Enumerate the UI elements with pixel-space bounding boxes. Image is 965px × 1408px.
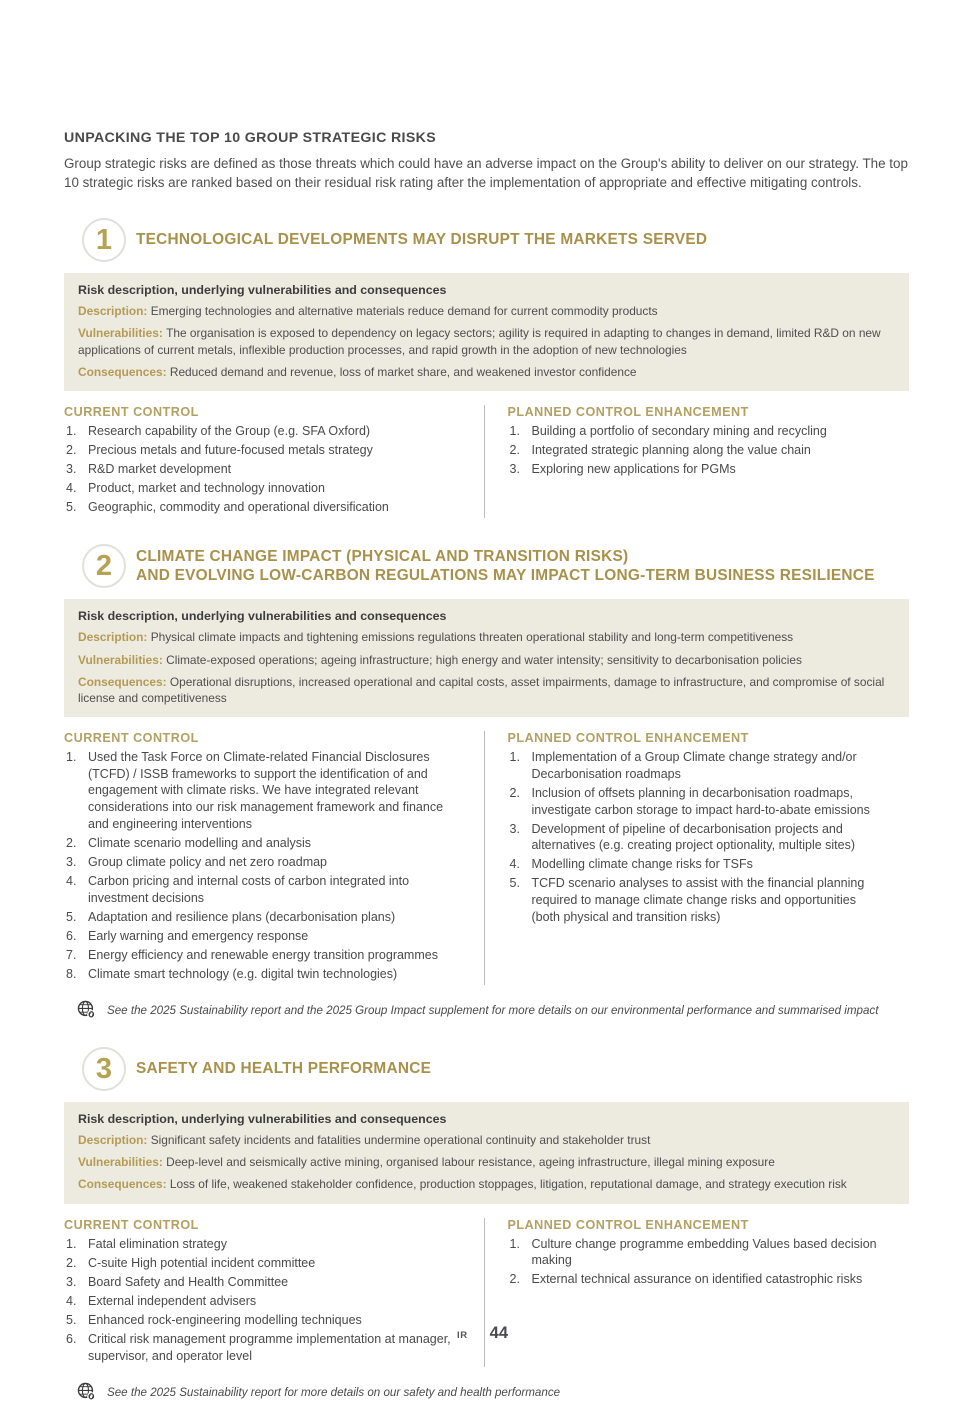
risk-header: [82, 544, 909, 588]
planned-control-list: [507, 1236, 887, 1288]
planned-control-column: [485, 731, 909, 985]
list-item: Implementation of a Group Climate change strategy and/or Decarbonisation roadmaps: [531, 750, 857, 781]
risk-title-line: AND EVOLVING LOW-CARBON REGULATIONS MAY IMPACT LONG-TERM BUSINESS RESILIENCE: [136, 567, 875, 585]
current-control-title: CURRENT CONTROL: [64, 1217, 199, 1232]
risk-description-heading: Risk description, underlying vulnerabilities and consequences: [78, 283, 447, 298]
risk-footnote: [76, 1383, 909, 1403]
risk-block-3: [64, 1047, 909, 1403]
list-item: Building a portfolio of secondary mining and recycling: [531, 424, 827, 438]
list-item: Product, market and technology innovation: [88, 481, 325, 496]
list-item: Exploring new applications for PGMs: [531, 462, 736, 477]
planned-control-column: [485, 405, 909, 518]
planned-control-list: [507, 749, 887, 925]
list-item: Adaptation and resilience plans (decarbonisation plans): [88, 909, 396, 924]
list-item: Fatal elimination strategy: [88, 1236, 227, 1251]
risk-description-label: Description:: [78, 1133, 151, 1147]
risk-consequences-text: Loss of life, weakened stakeholder confidence, production stoppages, litigation, reputational damage, and strategy execution risk: [169, 1177, 847, 1192]
risk-footnote-text: See the 2025 Sustainability report and the 2025 Group Impact supplement for more details on our environmental performance and summarised impact: [107, 1004, 879, 1017]
globe-link-icon: [76, 999, 98, 1021]
risk-title-line: SAFETY AND HEALTH PERFORMANCE: [136, 1060, 432, 1078]
list-item: Development of pipeline of decarbonisation projects and alternatives (e.g. creating project optionality, multiple sites): [531, 821, 856, 853]
risk-consequences-row: [78, 364, 895, 380]
current-control-column: [64, 731, 484, 985]
risk-title-line: TECHNOLOGICAL DEVELOPMENTS MAY DISRUPT THE MARKETS SERVED: [136, 231, 708, 249]
list-item: Geographic, commodity and operational diversification: [88, 500, 389, 515]
list-item: Research capability of the Group (e.g. SFA Oxford): [88, 424, 371, 438]
list-item: Climate smart technology (e.g. digital twin technologies): [88, 966, 398, 981]
risk-consequences-row: [78, 674, 895, 706]
list-item: TCFD scenario analyses to assist with the financial planning required to manage climate change risks and opportunities (both physical and transition risks): [531, 876, 865, 924]
risks-container: [64, 218, 909, 1403]
risk-vulnerabilities-row: [78, 1154, 895, 1170]
risk-number-badge: 2: [82, 544, 126, 588]
risk-consequences-label: Consequences:: [78, 674, 170, 689]
risk-footnote-text: See the 2025 Sustainability report for more details on our safety and health performance: [107, 1385, 561, 1399]
risk-vulnerabilities-label: Vulnerabilities:: [78, 326, 167, 341]
list-item: R&D market development: [88, 462, 232, 477]
current-control-column: [64, 405, 484, 518]
intro-paragraph: Group strategic risks are defined as those threats which could have an adverse impact on the Group's ability to deliver on our strategy. The top 10 strategic risks are ranked based on their residual risk rating after the implementation of appropriate and effective mitigating controls.: [64, 156, 908, 190]
risk-consequences-text: Reduced demand and revenue, loss of market share, and weakened investor confidence: [169, 364, 637, 379]
list-item: Board Safety and Health Committee: [88, 1274, 289, 1289]
risk-title: [136, 230, 707, 250]
risk-vulnerabilities-text: The organisation is exposed to dependency on legacy sectors; agility is required in adapting to changes in demand, limited R&D on new applications of current metals, inflexible production processes, and rapid growth in the adoption of new technologies: [78, 326, 881, 357]
list-item: Precious metals and future-focused metals strategy: [88, 443, 373, 458]
risk-description-text: Physical climate impacts and tightening emissions regulations threaten operational stability and long-term competitiveness: [150, 630, 794, 645]
risk-header: [82, 1047, 909, 1091]
risk-description-text: Significant safety incidents and fatalities undermine operational continuity and stakeholder trust: [150, 1133, 651, 1147]
current-control-column: [64, 1218, 484, 1367]
risk-vulnerabilities-label: Vulnerabilities:: [78, 1155, 167, 1170]
risk-description-text: Emerging technologies and alternative materials reduce demand for current commodity products: [150, 304, 658, 319]
list-item: Carbon pricing and internal costs of carbon integrated into investment decisions: [88, 873, 410, 905]
risk-description-box: [64, 599, 909, 717]
risk-vulnerabilities-text: Climate-exposed operations; ageing infrastructure; high energy and water intensity; sensitivity to decarbonisation policies: [166, 652, 802, 667]
risk-description-row: [78, 303, 895, 319]
list-item: Inclusion of offsets planning in decarbonisation roadmaps, investigate carbon storage to impact hard-to-abate emissions: [531, 785, 870, 817]
risk-description-box: [64, 273, 909, 391]
list-item: Integrated strategic planning along the value chain: [531, 443, 811, 458]
planned-control-list: [507, 423, 887, 478]
risk-description-row: [78, 629, 895, 645]
risk-title: [136, 547, 875, 586]
list-item: Modelling climate change risks for TSFs: [531, 857, 753, 872]
risk-footnote: [76, 1001, 909, 1021]
risk-vulnerabilities-row: [78, 325, 895, 357]
risk-description-heading: Risk description, underlying vulnerabilities and consequences: [78, 609, 447, 624]
risk-description-label: Description:: [78, 304, 151, 319]
intro-section: [64, 130, 909, 192]
risk-controls: [64, 1218, 909, 1367]
current-control-list: [64, 749, 462, 982]
risk-vulnerabilities-row: [78, 652, 895, 668]
list-item: External independent advisers: [88, 1293, 257, 1308]
risk-description-box: [64, 1102, 909, 1204]
current-control-list: [64, 423, 462, 516]
list-item: Early warning and emergency response: [88, 928, 309, 943]
risk-vulnerabilities-text: Deep-level and seismically active mining, organised labour resistance, ageing infrastructure, illegal mining exposure: [166, 1155, 775, 1170]
list-item: Culture change programme embedding Values based decision making: [531, 1236, 877, 1268]
list-item: External technical assurance on identified catastrophic risks: [531, 1272, 863, 1287]
risk-consequences-row: [78, 1176, 895, 1192]
risk-vulnerabilities-label: Vulnerabilities:: [78, 652, 167, 667]
risk-consequences-label: Consequences:: [78, 1177, 170, 1192]
risk-block-1: [64, 218, 909, 518]
page-title: UNPACKING THE TOP 10 GROUP STRATEGIC RISKS: [64, 130, 437, 146]
planned-control-title: PLANNED CONTROL ENHANCEMENT: [507, 731, 749, 746]
list-item: Group climate policy and net zero roadmap: [88, 854, 328, 869]
risk-controls: [64, 731, 909, 985]
risk-number-badge: 1: [82, 218, 126, 262]
risk-number-badge: 3: [82, 1047, 126, 1091]
risk-controls: [64, 405, 909, 518]
risk-title: [136, 1059, 431, 1079]
current-control-title: CURRENT CONTROL: [64, 405, 199, 419]
risk-header: [82, 218, 909, 262]
risk-consequences-text: Operational disruptions, increased operational and capital costs, asset impairments, damage to infrastructure, and compromise of social license and competitiveness: [78, 674, 885, 706]
globe-link-icon: [76, 1381, 98, 1403]
risk-block-2: [64, 544, 909, 1021]
planned-control-title: PLANNED CONTROL ENHANCEMENT: [507, 405, 749, 419]
list-item: Energy efficiency and renewable energy transition programmes: [88, 947, 438, 962]
risk-description-heading: Risk description, underlying vulnerabilities and consequences: [78, 1112, 447, 1126]
list-item: C-suite High potential incident committee: [88, 1255, 316, 1270]
footer-report-code: IR: [456, 1330, 468, 1341]
current-control-list: [64, 1236, 462, 1365]
page-footer: [0, 1324, 965, 1343]
list-item: Enhanced rock-engineering modelling techniques: [88, 1312, 362, 1327]
list-item: Used the Task Force on Climate-related Financial Disclosures (TCFD) / ISSB frameworks to support the identification of and engagement with climate risks. We have integrated relevant considerations into our risk management framework and finance and engineering interventions: [88, 750, 444, 831]
list-item: Critical risk management programme implementation at manager, supervisor, and operator level: [88, 1332, 451, 1363]
planned-control-column: [485, 1218, 909, 1367]
risk-title-line: CLIMATE CHANGE IMPACT (PHYSICAL AND TRANSITION RISKS): [136, 547, 629, 565]
risk-description-label: Description:: [78, 630, 151, 645]
footer-page-number: 44: [489, 1324, 509, 1342]
list-item: Climate scenario modelling and analysis: [88, 835, 312, 850]
risk-description-row: [78, 1132, 895, 1148]
current-control-title: CURRENT CONTROL: [64, 731, 199, 746]
risk-consequences-label: Consequences:: [78, 364, 170, 379]
planned-control-title: PLANNED CONTROL ENHANCEMENT: [507, 1217, 749, 1232]
